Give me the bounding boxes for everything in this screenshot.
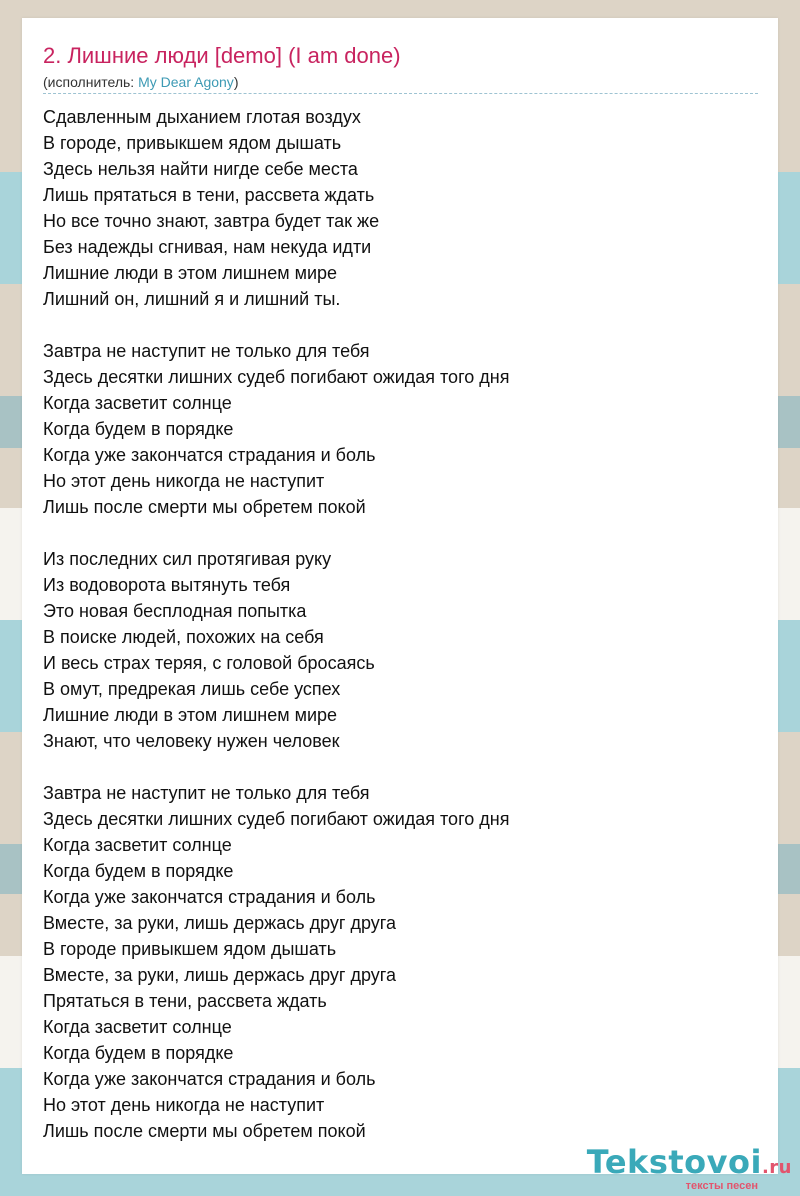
artist-suffix: ) (233, 74, 239, 90)
lyric-line: Из водоворота вытянуть тебя (43, 575, 291, 595)
lyric-line: Когда уже закончатся страдания и боль (43, 887, 376, 907)
lyric-line: Лишь после смерти мы обретем покой (43, 497, 366, 517)
lyric-line: Лишние люди в этом лишнем мире (43, 263, 338, 283)
lyric-line: В поиске людей, похожих на себя (43, 627, 324, 647)
lyric-line: Когда засветит солнце (43, 835, 232, 855)
lyric-line: Когда уже закончатся страдания и боль (43, 1069, 376, 1089)
lyric-line: Лишь после смерти мы обретем покой (43, 1121, 366, 1141)
lyric-line: Из последних сил протягивая руку (43, 549, 332, 569)
lyrics-text (43, 104, 509, 1144)
lyrics-stanza (43, 546, 509, 754)
lyric-line: Вместе, за руки, лишь держась друг друга (43, 913, 396, 933)
lyric-line: Но этот день никогда не наступит (43, 1095, 325, 1115)
song-title: 2. Лишние люди [demo] (I am done) (43, 43, 401, 68)
lyric-line: Когда засветит солнце (43, 1017, 232, 1037)
lyric-line: Без надежды сгнивая, нам некуда идти (43, 237, 372, 257)
lyric-line: Знают, что человеку нужен человек (43, 731, 340, 751)
lyrics-card (22, 18, 778, 1174)
lyric-line: Лишь прятаться в тени, рассвета ждать (43, 185, 375, 205)
lyric-line: Это новая бесплодная попытка (43, 601, 307, 621)
logo-tagline: тексты песен (685, 1180, 758, 1192)
lyric-line: Вместе, за руки, лишь держась друг друга (43, 965, 396, 985)
lyric-line: В городе привыкшем ядом дышать (43, 939, 337, 959)
lyrics-stanza (43, 338, 509, 520)
lyric-line: Прятаться в тени, рассвета ждать (43, 991, 327, 1011)
artist-prefix: (исполнитель: (43, 74, 139, 90)
logo-name: Tekstovoi (586, 1143, 762, 1181)
lyric-line: Завтра не наступит не только для тебя (43, 783, 370, 803)
lyric-line: Когда уже закончатся страдания и боль (43, 445, 376, 465)
lyric-line: Здесь десятки лишних судеб погибают ожидая того дня (43, 809, 510, 829)
lyric-line: Но все точно знают, завтра будет так же (43, 211, 380, 231)
lyric-line: Когда засветит солнце (43, 393, 232, 413)
lyric-line: И весь страх теряя, с головой бросаясь (43, 653, 375, 673)
lyric-line: Завтра не наступит не только для тебя (43, 341, 370, 361)
lyric-line: Лишние люди в этом лишнем мире (43, 705, 338, 725)
lyric-line: Когда будем в порядке (43, 1043, 234, 1063)
lyric-line: В омут, предрекая лишь себе успех (43, 679, 341, 699)
lyric-line: Но этот день никогда не наступит (43, 471, 325, 491)
lyrics-stanza (43, 780, 509, 1144)
lyrics-stanza (43, 104, 509, 312)
artist-link[interactable]: My Dear Agony (138, 74, 234, 90)
lyric-line: Здесь нельзя найти нигде себе места (43, 159, 358, 179)
logo-tld: .ru (761, 1157, 792, 1178)
lyric-line: Лишний он, лишний я и лишний ты. (43, 289, 341, 309)
artist-line (43, 73, 238, 91)
site-logo[interactable] (587, 1144, 792, 1192)
lyric-line: Когда будем в порядке (43, 419, 234, 439)
lyric-line: Сдавленным дыханием глотая воздух (43, 107, 361, 127)
lyric-line: Когда будем в порядке (43, 861, 234, 881)
title-divider (43, 93, 758, 94)
lyric-line: Здесь десятки лишних судеб погибают ожидая того дня (43, 367, 510, 387)
lyric-line: В городе, привыкшем ядом дышать (43, 133, 342, 153)
